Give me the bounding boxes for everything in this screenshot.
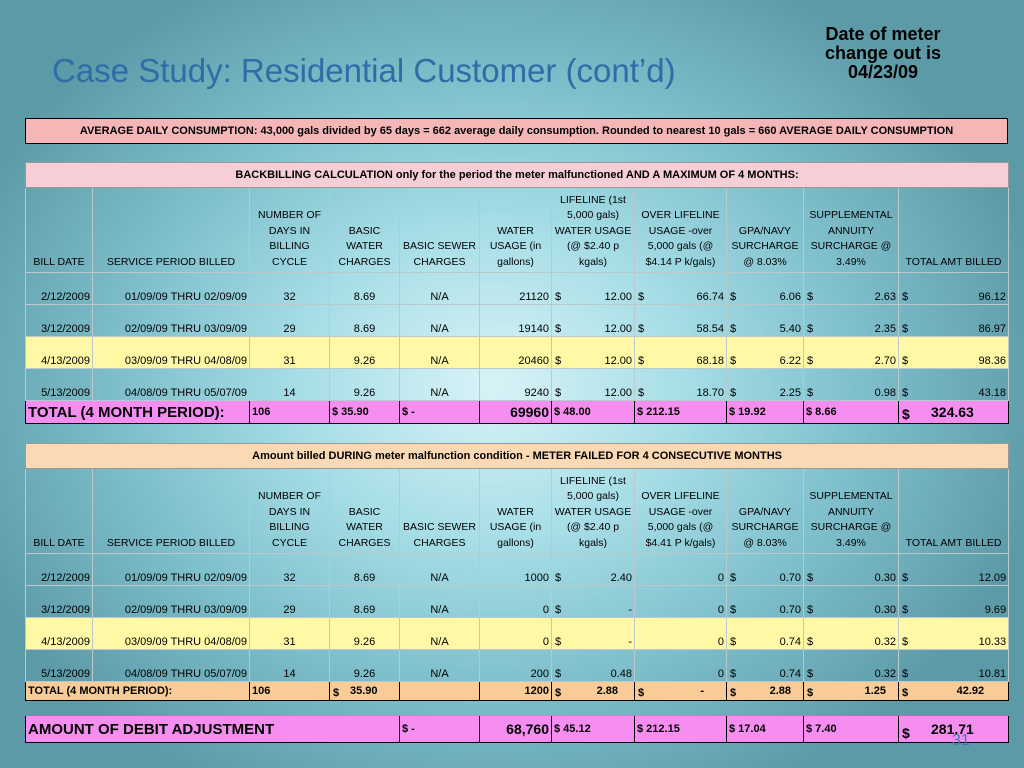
total-usage: 69960 <box>480 401 552 424</box>
cell-value: 8.69 <box>353 291 376 303</box>
cell-value: 2/12/2009 <box>41 572 90 584</box>
malfunction-header-8: GPA/NAVY SURCHARGE @ 8.03% <box>727 469 804 554</box>
table-cell <box>899 618 1009 650</box>
table-cell <box>250 273 330 305</box>
currency-symbol: $ <box>902 387 909 399</box>
total-label: TOTAL (4 MONTH PERIOD): <box>26 682 250 701</box>
table-cell <box>635 305 727 337</box>
currency-symbol: $ <box>807 668 814 680</box>
cell-value: 5.40 <box>779 323 801 335</box>
total-days: 106 <box>250 682 330 701</box>
table-cell <box>552 337 635 369</box>
currency-symbol: $ <box>902 668 909 680</box>
currency-symbol: $ <box>555 387 562 399</box>
currency-symbol: $ <box>902 572 909 584</box>
currency-symbol: $ <box>807 291 814 303</box>
total-basic-water <box>330 682 400 701</box>
table-row <box>26 305 1009 337</box>
cell-value: 2.40 <box>610 572 632 584</box>
cell-value: 6.06 <box>779 291 801 303</box>
currency-symbol: $ <box>333 687 340 699</box>
cell-value: 18.70 <box>696 387 724 399</box>
currency-symbol: $ <box>555 572 562 584</box>
cell-value: 0 <box>717 668 724 680</box>
cell-value: 14 <box>283 668 296 680</box>
table-cell <box>727 554 804 586</box>
currency-symbol: $ <box>807 687 814 699</box>
cell-value: 2.70 <box>874 355 896 367</box>
cell-value: 2.63 <box>874 291 896 303</box>
table-cell <box>552 586 635 618</box>
currency-symbol: $ <box>730 387 737 399</box>
table-cell <box>480 650 552 682</box>
cell-value: 43.18 <box>978 387 1007 399</box>
table-row <box>26 618 1009 650</box>
table-cell <box>480 337 552 369</box>
malfunction-header-1: SERVICE PERIOD BILLED <box>93 469 250 554</box>
currency-symbol: $ <box>730 323 737 335</box>
total-supplemental: $ 8.66 <box>804 401 899 424</box>
malfunction-header-0: BILL DATE <box>26 469 93 554</box>
cell-value: N/A <box>430 668 449 680</box>
cell-value: 98.36 <box>978 355 1007 367</box>
table-cell <box>26 273 93 305</box>
cell-value: 03/09/09 THRU 04/08/09 <box>124 355 247 367</box>
table-cell <box>804 586 899 618</box>
cell-value: 32 <box>283 291 296 303</box>
cell-value: 9.26 <box>353 668 376 680</box>
table-cell <box>26 337 93 369</box>
cell-value: 9.26 <box>353 387 376 399</box>
cell-value: 96.12 <box>978 291 1007 303</box>
cell-value: N/A <box>430 604 449 616</box>
cell-value: 10.81 <box>978 668 1007 680</box>
total-amount <box>899 401 1009 424</box>
table-cell <box>727 650 804 682</box>
cell-value: 03/09/09 THRU 04/08/09 <box>124 636 247 648</box>
malfunction-header-2: NUMBER OF DAYS IN BILLING CYCLE <box>250 469 330 554</box>
malfunction-header-5: WATER USAGE (in gallons) <box>480 469 552 554</box>
table-cell <box>330 650 400 682</box>
table-cell <box>635 369 727 401</box>
cell-value: 8.69 <box>353 323 376 335</box>
cell-value: 29 <box>283 604 296 616</box>
cell-value: 0.32 <box>874 636 896 648</box>
cell-value: 9240 <box>524 387 549 399</box>
backbilling-header-2: NUMBER OF DAYS IN BILLING CYCLE <box>250 188 330 273</box>
malfunction-header-7: OVER LIFELINE USAGE -over 5,000 gals (@ $4.41 P k/gals) <box>635 469 727 554</box>
table-cell <box>26 369 93 401</box>
cell-value: 5/13/2009 <box>41 668 90 680</box>
table-cell <box>93 369 250 401</box>
currency-symbol: $ <box>555 687 562 699</box>
malfunction-banner: Amount billed DURING meter malfunction condition - METER FAILED FOR 4 CONSECUTIVE MONTHS <box>26 444 1009 469</box>
total-basic-water: $ 35.90 <box>330 401 400 424</box>
backbilling-total-row <box>26 401 1009 424</box>
cell-value: 9.26 <box>353 636 376 648</box>
currency-symbol: $ <box>902 323 909 335</box>
debit-adjustment-row <box>26 716 1009 743</box>
table-cell <box>400 650 480 682</box>
cell-value: 0.70 <box>779 604 801 616</box>
currency-symbol: $ <box>902 291 909 303</box>
table-cell <box>552 554 635 586</box>
table-cell <box>480 586 552 618</box>
backbilling-banner: BACKBILLING CALCULATION only for the period the meter malfunctioned AND A MAXIMUM OF 4 MONTHS: <box>26 163 1009 188</box>
debit-supplemental: $ 7.40 <box>804 716 899 743</box>
cell-value: 21120 <box>519 291 549 303</box>
meter-note-line-3: 04/23/09 <box>847 62 919 82</box>
cell-value: 0 <box>542 604 549 616</box>
table-cell <box>250 305 330 337</box>
table-cell <box>899 305 1009 337</box>
currency-symbol: $ <box>555 604 562 616</box>
cell-value: 3/12/2009 <box>41 604 90 616</box>
cell-value: N/A <box>430 355 449 367</box>
table-cell <box>635 273 727 305</box>
cell-value: 0.48 <box>610 668 632 680</box>
table-cell <box>635 554 727 586</box>
cell-value: N/A <box>430 291 449 303</box>
table-cell <box>552 369 635 401</box>
table-row <box>26 650 1009 682</box>
table-cell <box>93 305 250 337</box>
table-cell <box>400 554 480 586</box>
table-cell <box>250 554 330 586</box>
table-cell <box>93 650 250 682</box>
backbilling-header-1: SERVICE PERIOD BILLED <box>93 188 250 273</box>
cell-value: 02/09/09 THRU 03/09/09 <box>124 604 247 616</box>
table-cell <box>899 369 1009 401</box>
cell-value: 58.54 <box>696 323 724 335</box>
table-row <box>26 554 1009 586</box>
cell-value: 0.30 <box>874 572 896 584</box>
malfunction-header-4: BASIC SEWER CHARGES <box>400 469 480 554</box>
table-cell <box>93 273 250 305</box>
cell-value: 02/09/09 THRU 03/09/09 <box>124 323 247 335</box>
cell-value: 4/13/2009 <box>41 355 90 367</box>
debit-gpa: $ 17.04 <box>727 716 804 743</box>
cell-value: 0.98 <box>874 387 896 399</box>
table-cell <box>552 618 635 650</box>
table-cell <box>635 337 727 369</box>
currency-symbol: $ <box>730 604 737 616</box>
table-cell <box>804 618 899 650</box>
cell-value: 3/12/2009 <box>41 323 90 335</box>
total-over-lifeline <box>635 682 727 701</box>
debit-label: AMOUNT OF DEBIT ADJUSTMENT <box>26 716 400 743</box>
page-number: 31 <box>952 732 970 749</box>
table-cell <box>899 273 1009 305</box>
table-cell <box>804 305 899 337</box>
cell-value: N/A <box>430 572 449 584</box>
table-row <box>26 369 1009 401</box>
table-cell <box>804 650 899 682</box>
backbilling-header-7: OVER LIFELINE USAGE -over 5,000 gals (@ $4.14 P k/gals) <box>635 188 727 273</box>
table-cell <box>250 337 330 369</box>
table-row <box>26 586 1009 618</box>
table-cell <box>400 618 480 650</box>
cell-value: 4/13/2009 <box>41 636 90 648</box>
cell-value: 9.69 <box>984 604 1007 616</box>
table-cell <box>400 305 480 337</box>
cell-value: - <box>628 604 632 616</box>
cell-value: 1000 <box>524 572 549 584</box>
table-cell <box>330 554 400 586</box>
table-cell <box>26 586 93 618</box>
table-cell <box>400 586 480 618</box>
table-cell <box>899 650 1009 682</box>
cell-value: 66.74 <box>696 291 724 303</box>
malfunction-table <box>25 443 1009 743</box>
cell-value: 6.22 <box>779 355 801 367</box>
cell-value: 10.33 <box>978 636 1007 648</box>
table-cell <box>26 554 93 586</box>
cell-value: 12.00 <box>604 355 632 367</box>
table-cell <box>899 586 1009 618</box>
slide-title: Case Study: Residential Customer (cont’d) <box>52 52 676 89</box>
table-cell <box>552 273 635 305</box>
table-cell <box>480 273 552 305</box>
debit-usage: 68,760 <box>480 716 552 743</box>
currency-symbol: $ <box>555 668 562 680</box>
meter-change-note <box>800 25 966 82</box>
table-cell <box>26 650 93 682</box>
backbilling-header-4: BASIC SEWER CHARGES <box>400 188 480 273</box>
table-cell <box>480 305 552 337</box>
backbilling-header-8: GPA/NAVY SURCHARGE @ 8.03% <box>727 188 804 273</box>
table-cell <box>93 586 250 618</box>
currency-symbol: $ <box>902 355 909 367</box>
cell-value: 2/12/2009 <box>41 291 90 303</box>
currency-symbol: $ <box>555 323 562 335</box>
table-cell <box>480 554 552 586</box>
table-cell <box>727 273 804 305</box>
cell-value: 12.00 <box>604 323 632 335</box>
table-cell <box>93 337 250 369</box>
table-cell <box>480 618 552 650</box>
total-amount-value: 42.92 <box>956 685 985 697</box>
table-cell <box>480 369 552 401</box>
currency-symbol: $ <box>638 387 645 399</box>
currency-symbol: $ <box>902 406 910 422</box>
cell-value: 12.00 <box>604 291 632 303</box>
cell-value: 0.74 <box>779 636 801 648</box>
total-label: TOTAL (4 MONTH PERIOD): <box>26 401 250 424</box>
backbilling-header-0: BILL DATE <box>26 188 93 273</box>
table-cell <box>727 337 804 369</box>
cell-value: 5/13/2009 <box>41 387 90 399</box>
table-cell <box>400 369 480 401</box>
currency-symbol: $ <box>902 636 909 648</box>
currency-symbol: $ <box>730 687 737 699</box>
currency-symbol: $ <box>730 668 737 680</box>
table-cell <box>552 305 635 337</box>
table-cell <box>330 369 400 401</box>
table-cell <box>250 586 330 618</box>
cell-value: 29 <box>283 323 296 335</box>
malfunction-header-3: BASIC WATER CHARGES <box>330 469 400 554</box>
table-cell <box>727 618 804 650</box>
total-amount-value: 324.63 <box>931 404 974 420</box>
currency-symbol: $ <box>807 572 814 584</box>
table-cell <box>804 554 899 586</box>
cell-value: 8.69 <box>353 604 376 616</box>
total-days: 106 <box>250 401 330 424</box>
currency-symbol: $ <box>638 687 645 699</box>
backbilling-header-9: SUPPLEMENTAL ANNUITY SURCHARGE @ 3.49% <box>804 188 899 273</box>
total-amount <box>899 682 1009 701</box>
cell-value: 14 <box>283 387 296 399</box>
backbilling-header-6: LIFELINE (1st 5,000 gals) WATER USAGE (@ $2.40 p kgals) <box>552 188 635 273</box>
total-supplemental <box>804 682 899 701</box>
cell-value: 04/08/09 THRU 05/07/09 <box>124 387 247 399</box>
cell-value: 0 <box>717 636 724 648</box>
currency-symbol: $ <box>730 355 737 367</box>
backbilling-table <box>25 162 1009 424</box>
cell-value: 0.70 <box>779 572 801 584</box>
debit-basic-water: $ - <box>400 716 480 743</box>
currency-symbol: $ <box>638 291 645 303</box>
backbilling-header-3: BASIC WATER CHARGES <box>330 188 400 273</box>
cell-value: 32 <box>283 572 296 584</box>
total-gpa-value: 2.88 <box>769 685 791 697</box>
backbilling-header-10: TOTAL AMT BILLED <box>899 188 1009 273</box>
cell-value: 8.69 <box>353 572 376 584</box>
meter-note-line-1: Date of meter <box>825 24 941 44</box>
cell-value: 0.74 <box>779 668 801 680</box>
malfunction-header-6: LIFELINE (1st 5,000 gals) WATER USAGE (@ $2.40 p kgals) <box>552 469 635 554</box>
table-cell <box>804 273 899 305</box>
table-cell <box>635 618 727 650</box>
cell-value: 9.26 <box>353 355 376 367</box>
cell-value: 31 <box>283 355 296 367</box>
table-row <box>26 337 1009 369</box>
currency-symbol: $ <box>730 291 737 303</box>
currency-symbol: $ <box>902 687 909 699</box>
table-cell <box>727 305 804 337</box>
currency-symbol: $ <box>555 636 562 648</box>
debit-total-value: 281.71 <box>931 721 974 737</box>
table-cell <box>330 337 400 369</box>
table-cell <box>330 618 400 650</box>
cell-value: 0 <box>717 604 724 616</box>
cell-value: 20460 <box>518 355 549 367</box>
currency-symbol: $ <box>807 604 814 616</box>
backbilling-header-5: WATER USAGE (in gallons) <box>480 188 552 273</box>
currency-symbol: $ <box>638 355 645 367</box>
debit-over-lifeline: $ 212.15 <box>635 716 727 743</box>
table-cell <box>727 369 804 401</box>
table-cell <box>26 305 93 337</box>
currency-symbol: $ <box>730 636 737 648</box>
cell-value: 12.09 <box>978 572 1007 584</box>
total-gpa <box>727 682 804 701</box>
cell-value: 04/08/09 THRU 05/07/09 <box>124 668 247 680</box>
table-cell <box>26 618 93 650</box>
meter-note-line-2: change out is <box>824 43 941 63</box>
cell-value: 0.32 <box>874 668 896 680</box>
cell-value: 19140 <box>518 323 549 335</box>
table-row <box>26 273 1009 305</box>
total-basic-sewer <box>400 682 480 701</box>
table-cell <box>804 337 899 369</box>
cell-value: 2.25 <box>779 387 801 399</box>
table-cell <box>400 273 480 305</box>
table-cell <box>330 305 400 337</box>
currency-symbol: $ <box>638 323 645 335</box>
cell-value: N/A <box>430 636 449 648</box>
currency-symbol: $ <box>730 572 737 584</box>
table-cell <box>330 586 400 618</box>
currency-symbol: $ <box>807 323 814 335</box>
currency-symbol: $ <box>807 387 814 399</box>
table-cell <box>250 650 330 682</box>
total-basic-water-value: 35.90 <box>350 685 378 697</box>
cell-value: 0 <box>717 572 724 584</box>
total-gpa: $ 19.92 <box>727 401 804 424</box>
malfunction-header-10: TOTAL AMT BILLED <box>899 469 1009 554</box>
cell-value: 2.35 <box>874 323 896 335</box>
malfunction-header-9: SUPPLEMENTAL ANNUITY SURCHARGE @ 3.49% <box>804 469 899 554</box>
table-cell <box>93 618 250 650</box>
total-usage: 1200 <box>480 682 552 701</box>
total-lifeline-value: 2.88 <box>596 685 618 697</box>
cell-value: 200 <box>530 668 549 680</box>
total-lifeline: $ 48.00 <box>552 401 635 424</box>
table-cell <box>804 369 899 401</box>
cell-value: N/A <box>430 323 449 335</box>
cell-value: 12.00 <box>604 387 632 399</box>
currency-symbol: $ <box>555 291 562 303</box>
table-cell <box>727 586 804 618</box>
table-cell <box>93 554 250 586</box>
currency-symbol: $ <box>555 355 562 367</box>
average-daily-consumption-box: AVERAGE DAILY CONSUMPTION: 43,000 gals divided by 65 days = 662 average daily consumption. Rounded to nearest 10 gals = 660 AVERAGE DAILY CONSUMPTION <box>25 118 1008 144</box>
total-lifeline <box>552 682 635 701</box>
table-cell <box>250 369 330 401</box>
table-cell <box>552 650 635 682</box>
currency-symbol: $ <box>902 725 910 741</box>
debit-lifeline: $ 45.12 <box>552 716 635 743</box>
total-over-lifeline: $ 212.15 <box>635 401 727 424</box>
total-over-value: - <box>700 685 704 697</box>
total-supp-value: 1.25 <box>864 685 886 697</box>
table-cell <box>899 337 1009 369</box>
cell-value: 0 <box>542 636 549 648</box>
table-cell <box>899 554 1009 586</box>
currency-symbol: $ <box>807 355 814 367</box>
cell-value: 68.18 <box>696 355 724 367</box>
currency-symbol: $ <box>807 636 814 648</box>
table-cell <box>400 337 480 369</box>
malfunction-total-row <box>26 682 1009 701</box>
table-cell <box>635 650 727 682</box>
cell-value: 31 <box>283 636 296 648</box>
table-cell <box>330 273 400 305</box>
cell-value: - <box>628 636 632 648</box>
total-basic-sewer: $ - <box>400 401 480 424</box>
currency-symbol: $ <box>902 604 909 616</box>
table-cell <box>635 586 727 618</box>
cell-value: 01/09/09 THRU 02/09/09 <box>124 291 247 303</box>
cell-value: 0.30 <box>874 604 896 616</box>
cell-value: 86.97 <box>978 323 1007 335</box>
cell-value: 01/09/09 THRU 02/09/09 <box>124 572 247 584</box>
cell-value: N/A <box>430 387 449 399</box>
table-cell <box>250 618 330 650</box>
